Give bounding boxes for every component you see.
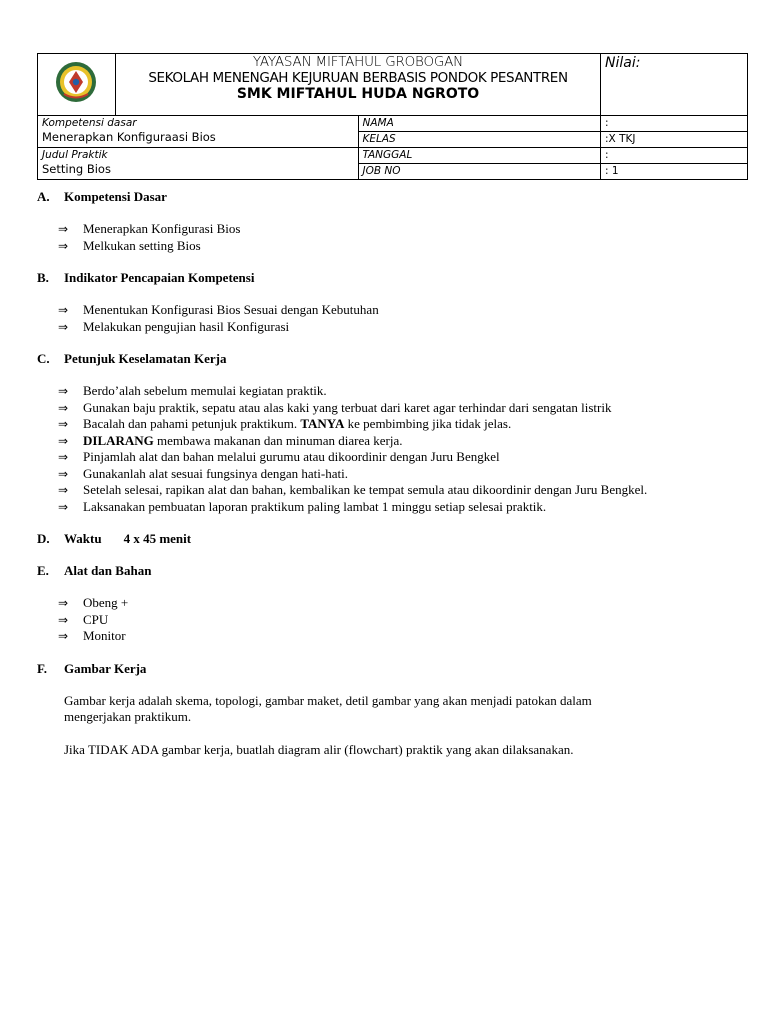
- list-item: ⇒ Gunakan baju praktik, sepatu atau alas kaki yang terbuat dari karet agar terhindar dari sengatan listrik: [58, 399, 612, 415]
- list-item: ⇒ DILARANG membawa makanan dan minuman diarea kerja.: [58, 432, 403, 448]
- section-title-text: Petunjuk Keselamatan Kerja: [64, 351, 227, 366]
- nilai-label: Nilai:: [605, 55, 641, 71]
- section-title-text: Indikator Pencapaian Kompetensi: [64, 270, 255, 285]
- section-letter: A.: [37, 189, 50, 204]
- section-letter: D.: [37, 531, 50, 546]
- double-arrow-right-icon: ⇒: [58, 238, 69, 253]
- section-title-text: Alat dan Bahan: [64, 563, 152, 578]
- school-type: SEKOLAH MENENGAH KEJURUAN BERBASIS PONDOK PESANTREN: [148, 69, 568, 86]
- kompetensi-cell: [38, 116, 359, 148]
- list-item: ⇒ Bacalah dan pahami petunjuk praktikum. TANYA ke pembimbing jika tidak jelas.: [58, 416, 512, 431]
- school-name: SMK MIFTAHUL HUDA NGROTO: [236, 86, 480, 103]
- double-arrow-right-icon: ⇒: [58, 596, 69, 610]
- section-letter: B.: [37, 270, 49, 285]
- section-b-list: [37, 302, 737, 335]
- section-f-title: [37, 661, 737, 677]
- field-label-nama: NAMA: [358, 116, 601, 132]
- section-e-list: [37, 595, 737, 645]
- list-item: ⇒ CPU: [58, 611, 109, 627]
- section-a-list: [37, 221, 737, 254]
- list-item: ⇒ Melkukan setting Bios: [58, 237, 201, 253]
- section-d-title: [37, 531, 737, 547]
- list-item: ⇒ Berdo’alah sebelum memulai kegiatan praktik.: [58, 383, 327, 398]
- section-title-text: Gambar Kerja: [64, 660, 147, 676]
- double-arrow-right-icon: ⇒: [58, 384, 69, 398]
- nilai-cell[interactable]: [601, 54, 748, 116]
- field-value-job-no[interactable]: : 1: [601, 164, 748, 180]
- waktu-value: 4 x 45 menit: [123, 531, 192, 546]
- double-arrow-right-icon: ⇒: [58, 417, 69, 431]
- double-arrow-right-icon: ⇒: [58, 612, 69, 627]
- field-value-kelas[interactable]: :X TKJ: [601, 132, 748, 148]
- list-item: ⇒ Menerapkan Konfigurasi Bios: [58, 221, 241, 236]
- section-title-text: Waktu: [64, 531, 102, 546]
- list-item: ⇒ Laksanakan pembuatan laporan praktikum paling lambat 1 minggu setiap selesai praktik.: [58, 498, 547, 514]
- logo-cell: [38, 54, 116, 116]
- double-arrow-right-icon: ⇒: [58, 450, 69, 464]
- section-c-title: [37, 351, 737, 367]
- judul-value: Setting Bios: [42, 162, 111, 176]
- double-arrow-right-icon: ⇒: [58, 303, 69, 317]
- section-title-text: Kompetensi Dasar: [64, 189, 167, 204]
- document-body: [37, 189, 737, 758]
- double-arrow-right-icon: ⇒: [58, 400, 69, 415]
- list-item: ⇒ Melakukan pengujian hasil Konfigurasi: [58, 318, 290, 334]
- list-item: ⇒ Pinjamlah alat dan bahan melalui gurumu atau dikoordinir dengan Juru Bengkel: [58, 449, 500, 464]
- field-label-tanggal: TANGGAL: [358, 148, 601, 164]
- kompetensi-value: Menerapkan Konfiguraasi Bios: [42, 130, 216, 144]
- double-arrow-right-icon: ⇒: [58, 222, 69, 236]
- school-logo: [38, 54, 115, 110]
- gambar-kerja-paragraph-1: Gambar kerja adalah skema, topologi, gambar maket, detil gambar yang akan menjadi patokan dalam mengerjakan praktikum.: [64, 692, 592, 724]
- section-letter: C.: [37, 351, 50, 366]
- section-b-title: [37, 270, 737, 286]
- double-arrow-right-icon: ⇒: [58, 483, 69, 497]
- double-arrow-right-icon: ⇒: [58, 629, 69, 643]
- double-arrow-right-icon: ⇒: [58, 499, 69, 514]
- section-a-title: [37, 189, 737, 205]
- kompetensi-label: Kompetensi dasar: [42, 117, 137, 129]
- list-item: ⇒ Monitor: [58, 628, 126, 643]
- school-name-block: [116, 54, 601, 116]
- judul-cell: [38, 148, 359, 180]
- section-c-list: [37, 383, 737, 515]
- double-arrow-right-icon: ⇒: [58, 433, 69, 448]
- gambar-kerja-paragraph-2: Jika TIDAK ADA gambar kerja, buatlah diagram alir (flowchart) praktik yang akan dilaksanakan.: [64, 741, 574, 757]
- section-letter: F.: [37, 660, 47, 676]
- list-item: ⇒ Setelah selesai, rapikan alat dan bahan, kembalikan ke tempat semula atau dikoordinir dengan Juru Bengkel.: [58, 482, 648, 497]
- field-value-tanggal[interactable]: :: [601, 148, 748, 164]
- field-label-kelas: KELAS: [358, 132, 601, 148]
- foundation-name: YAYASAN MIFTAHUL GROBOGAN: [252, 54, 464, 70]
- list-item: ⇒ Obeng +: [58, 595, 129, 610]
- section-e-title: [37, 563, 737, 579]
- list-item: ⇒ Gunakanlah alat sesuai fungsinya dengan hati-hati.: [58, 465, 348, 481]
- section-letter: E.: [37, 563, 49, 578]
- double-arrow-right-icon: ⇒: [58, 319, 69, 334]
- judul-label: Judul Praktik: [42, 149, 108, 161]
- header-table: [37, 53, 748, 180]
- list-item: ⇒ Menentukan Konfigurasi Bios Sesuai dengan Kebutuhan: [58, 302, 379, 317]
- field-label-job-no: JOB NO: [358, 164, 601, 180]
- double-arrow-right-icon: ⇒: [58, 466, 69, 481]
- field-value-nama[interactable]: :: [601, 116, 748, 132]
